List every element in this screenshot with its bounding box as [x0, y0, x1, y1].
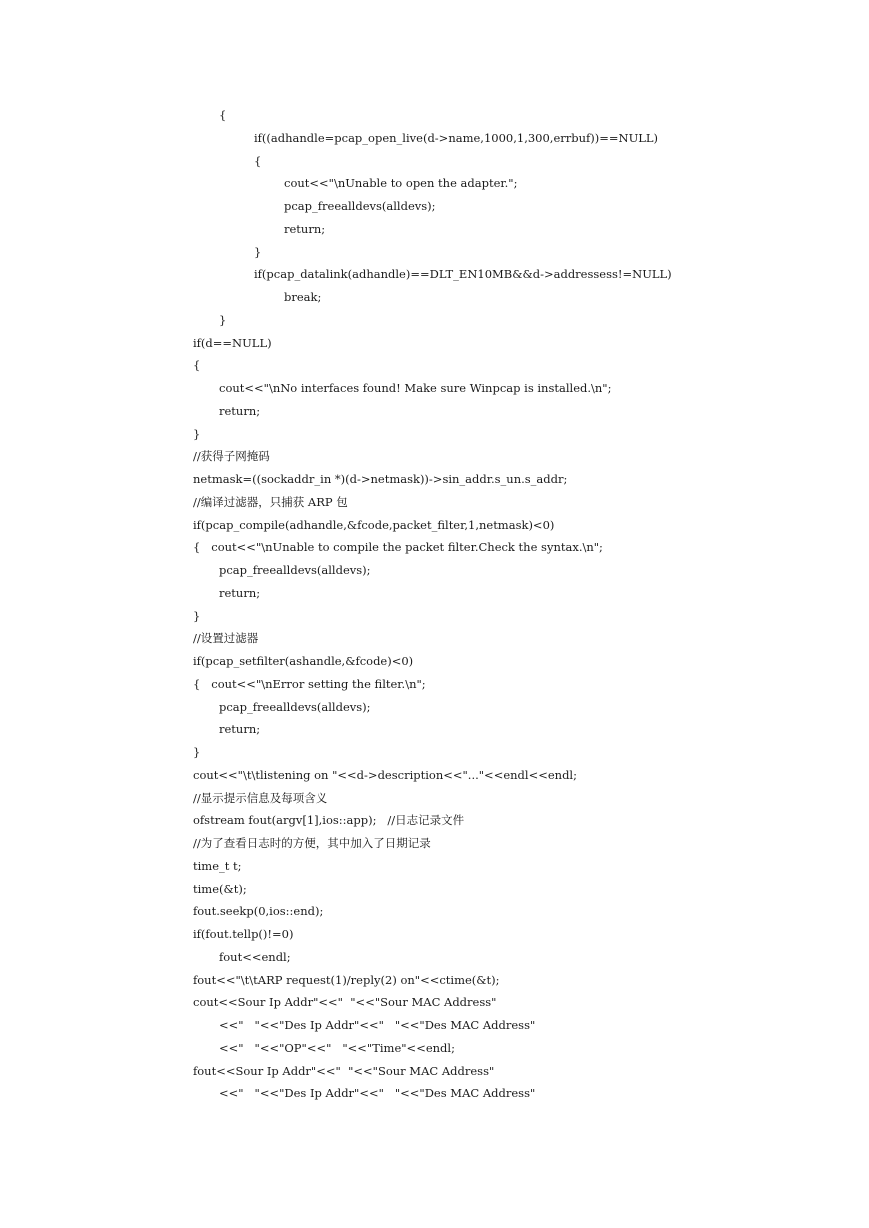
code-line: <<" "<<"OP"<<" "<<"Time"<<endl;	[219, 1040, 455, 1055]
code-line: //获得子网掩码	[193, 449, 270, 464]
code-line: if((adhandle=pcap_open_live(d->name,1000,1,300,errbuf))==NULL)	[254, 130, 659, 145]
code-line: pcap_freealldevs(alldevs);	[219, 563, 371, 577]
code-line: fout<<"\t\tARP request(1)/reply(2) on"<<ctime(&t);	[193, 972, 500, 987]
code-line: }	[254, 244, 262, 259]
code-line: pcap_freealldevs(alldevs);	[284, 199, 436, 213]
code-line: //编译过滤器，只捕获 ARP 包	[193, 494, 348, 509]
code-line: }	[193, 745, 201, 759]
code-listing	[193, 104, 833, 1105]
code-line: fout<<Sour Ip Addr"<<" "<<"Sour MAC Address"	[193, 1063, 495, 1078]
code-line: if(pcap_compile(adhandle,&fcode,packet_filter,1,netmask)<0)	[193, 517, 555, 532]
code-line: if(d==NULL)	[193, 335, 272, 350]
code-line: {	[254, 153, 262, 168]
code-line: { cout<<"\nError setting the filter.\n";	[193, 676, 426, 691]
code-line: { cout<<"\nUnable to compile the packet filter.Check the syntax.\n";	[193, 540, 603, 555]
code-line: netmask=((sockaddr_in *)(d->netmask))->sin_addr.s_un.s_addr;	[193, 472, 568, 486]
code-line: time(&t);	[193, 881, 247, 896]
code-line: if(fout.tellp()!=0)	[193, 927, 294, 941]
code-line: //显示提示信息及每项含义	[193, 790, 328, 805]
code-line: return;	[219, 585, 261, 600]
code-line: //为了查看日志时的方便，其中加入了日期记录	[193, 836, 431, 850]
code-line: }	[219, 312, 227, 327]
code-line: <<" "<<"Des Ip Addr"<<" "<<"Des MAC Address"	[219, 1018, 536, 1032]
code-line: }	[193, 608, 201, 623]
code-line: return;	[219, 403, 261, 418]
code-line: <<" "<<"Des Ip Addr"<<" "<<"Des MAC Address"	[219, 1086, 536, 1101]
code-line: {	[193, 358, 201, 373]
code-line: pcap_freealldevs(alldevs);	[219, 699, 371, 714]
code-line: cout<<Sour Ip Addr"<<" "<<"Sour MAC Address"	[193, 995, 497, 1010]
code-line: {	[219, 108, 227, 122]
code-line: cout<<"\nNo interfaces found! Make sure Winpcap is installed.\n";	[219, 381, 612, 395]
code-line: if(pcap_datalink(adhandle)==DLT_EN10MB&&d->addressess!=NULL)	[254, 267, 672, 282]
code-line: fout.seekp(0,ios::end);	[193, 904, 324, 919]
code-line: time_t t;	[193, 858, 242, 873]
code-line: return;	[284, 221, 326, 236]
code-line: return;	[219, 722, 261, 737]
code-line: //设置过滤器	[193, 631, 259, 646]
code-line: cout<<"\t\tlistening on "<<d->description<<"..."<<endl<<endl;	[193, 767, 577, 782]
code-line: break;	[284, 290, 322, 304]
code-line: ofstream fout(argv[1],ios::app); //日志记录文件	[193, 813, 465, 828]
code-line: cout<<"\nUnable to open the adapter.";	[284, 176, 518, 191]
code-line: }	[193, 426, 201, 441]
code-line: fout<<endl;	[219, 949, 291, 964]
code-line: if(pcap_setfilter(ashandle,&fcode)<0)	[193, 654, 414, 668]
